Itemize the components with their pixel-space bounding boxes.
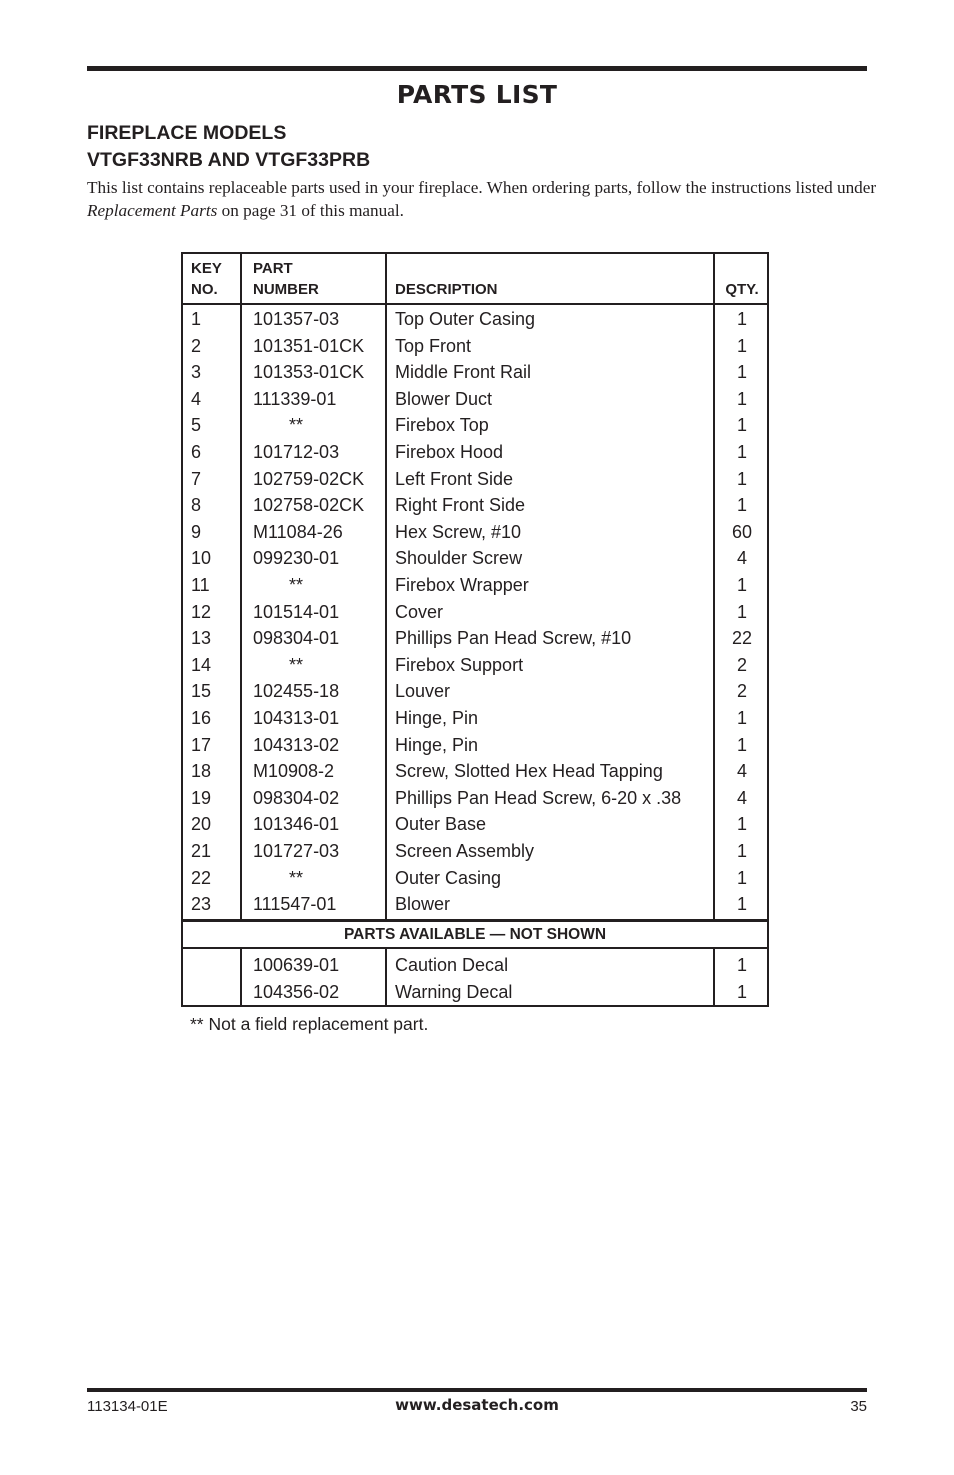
table-row (183, 545, 767, 572)
table-row (183, 359, 767, 386)
cell-description: Louver (395, 681, 451, 702)
table-row (183, 952, 767, 979)
table-row (183, 572, 767, 599)
cell-qty: 1 (736, 335, 747, 356)
cell-key-no: 23 (191, 894, 212, 915)
cell-description: Phillips Pan Head Screw, #10 (395, 628, 632, 649)
cell-key-no: 22 (191, 867, 212, 888)
cell-description: Hinge, Pin (395, 708, 479, 728)
cell-qty: 1 (736, 867, 747, 888)
cell-description: Caution Decal (395, 955, 509, 975)
cell-qty: 1 (736, 388, 747, 409)
header-key-line2: NO. (191, 281, 218, 298)
cell-part-number: 102455-18 (253, 681, 340, 702)
cell-key-no: 7 (191, 468, 202, 489)
cell-key-no: 18 (191, 761, 212, 782)
website-link[interactable]: www.desatech.com (395, 1396, 559, 1414)
cell-description: Shoulder Screw (395, 548, 523, 569)
cell-key-no: 1 (191, 309, 202, 329)
header-part-number (253, 258, 319, 309)
table-row (183, 758, 767, 785)
cell-qty: 1 (736, 362, 747, 383)
cell-part-number: 104313-01 (253, 708, 340, 728)
cell-description: Right Front Side (395, 495, 526, 516)
not-shown-label: PARTS AVAILABLE — NOT SHOWN (343, 926, 607, 943)
cell-description: Middle Front Rail (395, 362, 532, 383)
cell-part-number: 111339-01 (253, 388, 337, 409)
cell-key-no: 12 (191, 601, 212, 622)
section-heading (87, 120, 370, 174)
cell-description: Firebox Top (395, 415, 489, 436)
cell-qty: 2 (736, 654, 747, 675)
cell-description: Firebox Wrapper (395, 575, 529, 595)
cell-part-number: ** (289, 867, 304, 888)
table-row (183, 652, 767, 679)
cell-key-no: 13 (191, 628, 212, 649)
table-row (183, 732, 767, 759)
table-row (183, 333, 767, 360)
cell-qty: 1 (736, 468, 747, 489)
parts-table (181, 252, 769, 1007)
bottom-rule (87, 1388, 867, 1392)
cell-description: Warning Decal (395, 981, 513, 1002)
cell-qty: 1 (736, 601, 747, 622)
cell-description: Screen Assembly (395, 841, 535, 861)
cell-qty: 4 (736, 761, 747, 782)
cell-part-number: 098304-02 (253, 787, 340, 808)
header-key-no (191, 258, 222, 309)
cell-key-no: 21 (191, 841, 212, 861)
intro-text-end: on page 31 of this manual. (217, 201, 404, 220)
cell-part-number: 101353-01CK (253, 362, 365, 383)
cell-part-number: 098304-01 (253, 628, 340, 649)
cell-key-no: 2 (191, 335, 202, 356)
cell-part-number: ** (289, 575, 304, 595)
cell-key-no: 10 (191, 548, 212, 569)
cell-description: Firebox Hood (395, 442, 504, 462)
page-title: PARTS LIST (396, 80, 558, 109)
cell-key-no: 4 (191, 388, 202, 409)
table-row (183, 625, 767, 652)
cell-description: Left Front Side (395, 468, 514, 489)
cell-description: Screw, Slotted Hex Head Tapping (395, 761, 663, 782)
cell-part-number: 101351-01CK (253, 335, 365, 356)
cell-part-number: 101346-01 (253, 814, 340, 835)
cell-part-number: 102759-02CK (253, 468, 365, 489)
header-description: DESCRIPTION (395, 281, 498, 298)
header-qty: QTY. (725, 281, 759, 298)
table-row (183, 785, 767, 812)
cell-description: Blower Duct (395, 388, 493, 409)
section-heading-line2: VTGF33NRB AND VTGF33PRB (87, 149, 371, 171)
cell-part-number: ** (289, 654, 304, 675)
table-row (183, 492, 767, 519)
cell-qty: 2 (736, 681, 747, 702)
cell-description: Outer Base (395, 814, 487, 835)
table-row (183, 705, 767, 732)
table-row (183, 466, 767, 493)
top-rule (87, 66, 867, 71)
table-row (183, 306, 767, 333)
intro-text: This list contains replaceable parts used in your fireplace. When ordering parts, follow the instructions listed under (87, 178, 877, 197)
table-row (183, 519, 767, 546)
cell-part-number: 102758-02CK (253, 495, 365, 516)
table-row (183, 891, 767, 918)
cell-description: Hinge, Pin (395, 734, 479, 755)
cell-key-no: 15 (191, 681, 212, 702)
cell-key-no: 5 (191, 415, 202, 436)
cell-qty: 1 (736, 841, 747, 861)
cell-qty: 60 (731, 521, 753, 542)
cell-qty: 1 (736, 981, 747, 1002)
table-row (183, 811, 767, 838)
cell-part-number: 101727-03 (253, 841, 340, 861)
cell-key-no: 16 (191, 708, 212, 728)
cell-key-no: 19 (191, 787, 212, 808)
header-part-line1: PART (253, 260, 293, 277)
doc-number: 113134-01E (87, 1398, 168, 1415)
cell-key-no: 8 (191, 495, 202, 516)
table-row (183, 979, 767, 1006)
cell-part-number: 101712-03 (253, 442, 340, 462)
table-row (183, 865, 767, 892)
cell-description: Hex Screw, #10 (395, 521, 522, 542)
cell-description: Top Outer Casing (395, 309, 536, 329)
cell-description: Blower (395, 894, 451, 915)
table-row (183, 838, 767, 865)
cell-qty: 4 (736, 787, 747, 808)
footnote: ** Not a field replacement part. (190, 1014, 429, 1034)
section-heading-line1: FIREPLACE MODELS (87, 122, 287, 144)
cell-part-number: 104313-02 (253, 734, 340, 755)
page-number: 35 (850, 1398, 867, 1415)
intro-paragraph (87, 176, 877, 222)
table-row (183, 386, 767, 413)
header-key-line1: KEY (191, 260, 222, 277)
table-row (183, 599, 767, 626)
cell-part-number: 111547-01 (253, 894, 337, 915)
cell-qty: 1 (736, 814, 747, 835)
cell-description: Outer Casing (395, 867, 502, 888)
cell-key-no: 17 (191, 734, 212, 755)
cell-part-number: 100639-01 (253, 955, 340, 975)
cell-part-number: M11084-26 (253, 521, 343, 542)
cell-key-no: 14 (191, 654, 212, 675)
cell-part-number: 101357-03 (253, 309, 340, 329)
cell-key-no: 11 (191, 575, 210, 595)
cell-qty: 1 (736, 734, 747, 755)
cell-description: Cover (395, 601, 444, 622)
cell-qty: 22 (731, 628, 753, 649)
cell-part-number: 099230-01 (253, 548, 340, 569)
cell-key-no: 9 (191, 521, 202, 542)
cell-qty: 1 (736, 955, 747, 975)
intro-emphasis: Replacement Parts (87, 201, 218, 220)
cell-qty: 4 (736, 548, 747, 569)
cell-part-number: M10908-2 (253, 761, 335, 782)
cell-key-no: 6 (191, 442, 202, 462)
cell-key-no: 3 (191, 362, 202, 383)
table-row (183, 439, 767, 466)
cell-part-number: ** (289, 415, 304, 436)
cell-qty: 1 (736, 309, 747, 329)
cell-key-no: 20 (191, 814, 212, 835)
cell-part-number: 104356-02 (253, 981, 340, 1002)
cell-part-number: 101514-01 (253, 601, 340, 622)
header-part-line2: NUMBER (253, 281, 319, 298)
cell-qty: 1 (736, 442, 747, 462)
cell-description: Top Front (395, 335, 472, 356)
cell-description: Firebox Support (395, 654, 524, 675)
cell-qty: 1 (736, 708, 747, 728)
cell-qty: 1 (736, 415, 747, 436)
cell-qty: 1 (736, 495, 747, 516)
table-row (183, 412, 767, 439)
cell-qty: 1 (736, 575, 747, 595)
cell-qty: 1 (736, 894, 747, 915)
table-row (183, 678, 767, 705)
cell-description: Phillips Pan Head Screw, 6-20 x .38 (395, 787, 682, 808)
